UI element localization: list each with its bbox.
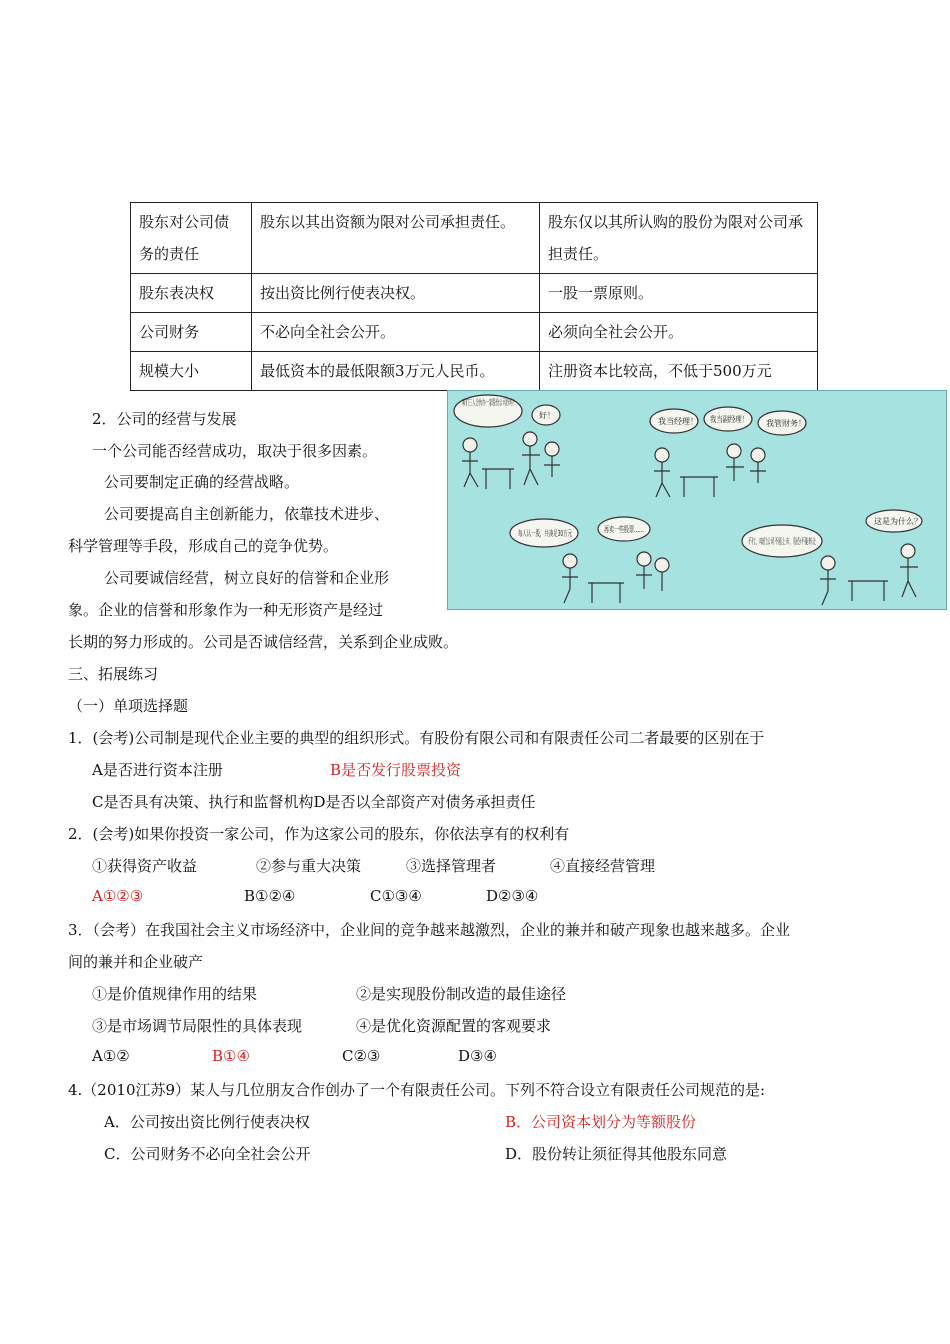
statement-item: ①获得资产收益 [92,857,198,875]
question-stem: 3．（会考）在我国社会主义市场经济中，企业间的竞争越来越激烈，企业的兼并和破产现象也越来越多。企业 [68,921,791,939]
table-row [131,313,818,352]
question-stem: 4.（2010江苏9）某人与几位朋友合作创办了一个有限责任公司。下列不符合设立有限责任公司规范的是: [68,1081,766,1099]
bubble-text [462,397,516,407]
bubble-text: 每人认一股，共凑足30万元 [518,529,617,538]
cartoon-illustration [448,391,946,609]
answer-option: B①④ [212,1047,250,1065]
comparison-table [130,202,818,391]
option: A．公司按出资比例行使表决权 [104,1113,310,1131]
table-cell: 公司财务 [131,313,252,352]
paragraph: 象。企业的信誉和形象作为一种无形资产是经过 [68,601,384,619]
answer-option: B．公司资本划分为等额股份 [505,1113,697,1131]
statement-item: ①是价值规律作用的结果 [92,985,258,1003]
bubble-text: 我当经理！ [658,417,698,426]
question-stem: 间的兼并和企业破产 [68,953,204,971]
table-cell: 注册资本比较高，不低于500万元 [540,352,818,391]
question-stem: 2．(会考)如果你投资一家公司，作为这家公司的股东，你依法享有的权利有 [68,825,570,843]
bubble-text: 好！ [539,411,555,420]
table-row [131,203,818,274]
paragraph: 长期的努力形成的。公司是否诚信经营，关系到企业成败。 [68,633,459,651]
option: D．股份转让须征得其他股东同意 [505,1145,728,1163]
section-heading: 三、拓展练习 [68,665,159,683]
table-cell: 股东表决权 [131,274,252,313]
bubble-text [748,536,816,547]
answer-option: A①②③ [92,887,144,905]
section-heading: 2．公司的经营与发展 [92,410,237,428]
table-cell: 最低资本的最低限额3万元人民币。 [252,352,540,391]
table-cell: 股东以其出资额为限对公司承担责任。 [252,203,540,274]
table-cell: 一股一票原则。 [540,274,818,313]
bubble-text: 我当副经理！ [710,415,758,424]
statement-item: ④是优化资源配置的客观要求 [356,1017,552,1035]
option: D③④ [458,1047,497,1065]
table-cell: 按出资比例行使表决权。 [252,274,540,313]
table-row [131,274,818,313]
paragraph: 公司要诚信经营，树立良好的信誉和企业形 [104,569,390,587]
table-cell: 规模大小 [131,352,252,391]
cartoon-image [447,390,947,610]
statement-item: ②是实现股份制改造的最佳途径 [356,985,567,1003]
bubble-text: 我管财务！ [766,419,806,428]
option: C②③ [342,1047,381,1065]
option: C是否具有决策、执行和监督机构D是否以全部资产对债务承担责任 [92,793,536,811]
statement-item: ④直接经营管理 [550,857,656,875]
paragraph: 公司要提高自主创新能力，依靠技术进步、 [104,505,390,523]
question-stem: 1．(会考)公司制是现代企业主要的典型的组织形式。有股份有限公司和有限责任公司二者最要的区别在于 [68,729,765,747]
table-cell: 必须向全社会公开。 [540,313,818,352]
paragraph: 科学管理等手段，形成自己的竞争优势。 [68,537,339,555]
option: C①③④ [370,887,422,905]
option: A①② [92,1047,130,1065]
bubble-text: 再卖一些股票…… [604,525,668,534]
option: C．公司财务不必向全社会公开 [104,1145,311,1163]
table-cell: 股东仅以其所认购的股份为限对公司承担责任。 [540,203,818,274]
statement-item: ②参与重大决策 [256,857,362,875]
statement-item: ③选择管理者 [406,857,497,875]
paragraph: 公司要制定正确的经营战略。 [104,473,300,491]
option: D②③④ [486,887,539,905]
table-cell: 股东对公司债务的责任 [131,203,252,274]
statement-item: ③是市场调节局限性的具体表现 [92,1017,303,1035]
table-cell: 不必向全社会公开。 [252,313,540,352]
table-row [131,352,818,391]
option: B①②④ [244,887,296,905]
subsection-heading: （一）单项选择题 [68,697,189,715]
paragraph: 一个公司能否经营成功，取决于很多因素。 [92,442,378,460]
option: A是否进行资本注册 [92,761,223,779]
answer-option: B是否发行股票投资 [330,761,462,779]
bubble-text: 这是为什么？ [874,517,922,526]
